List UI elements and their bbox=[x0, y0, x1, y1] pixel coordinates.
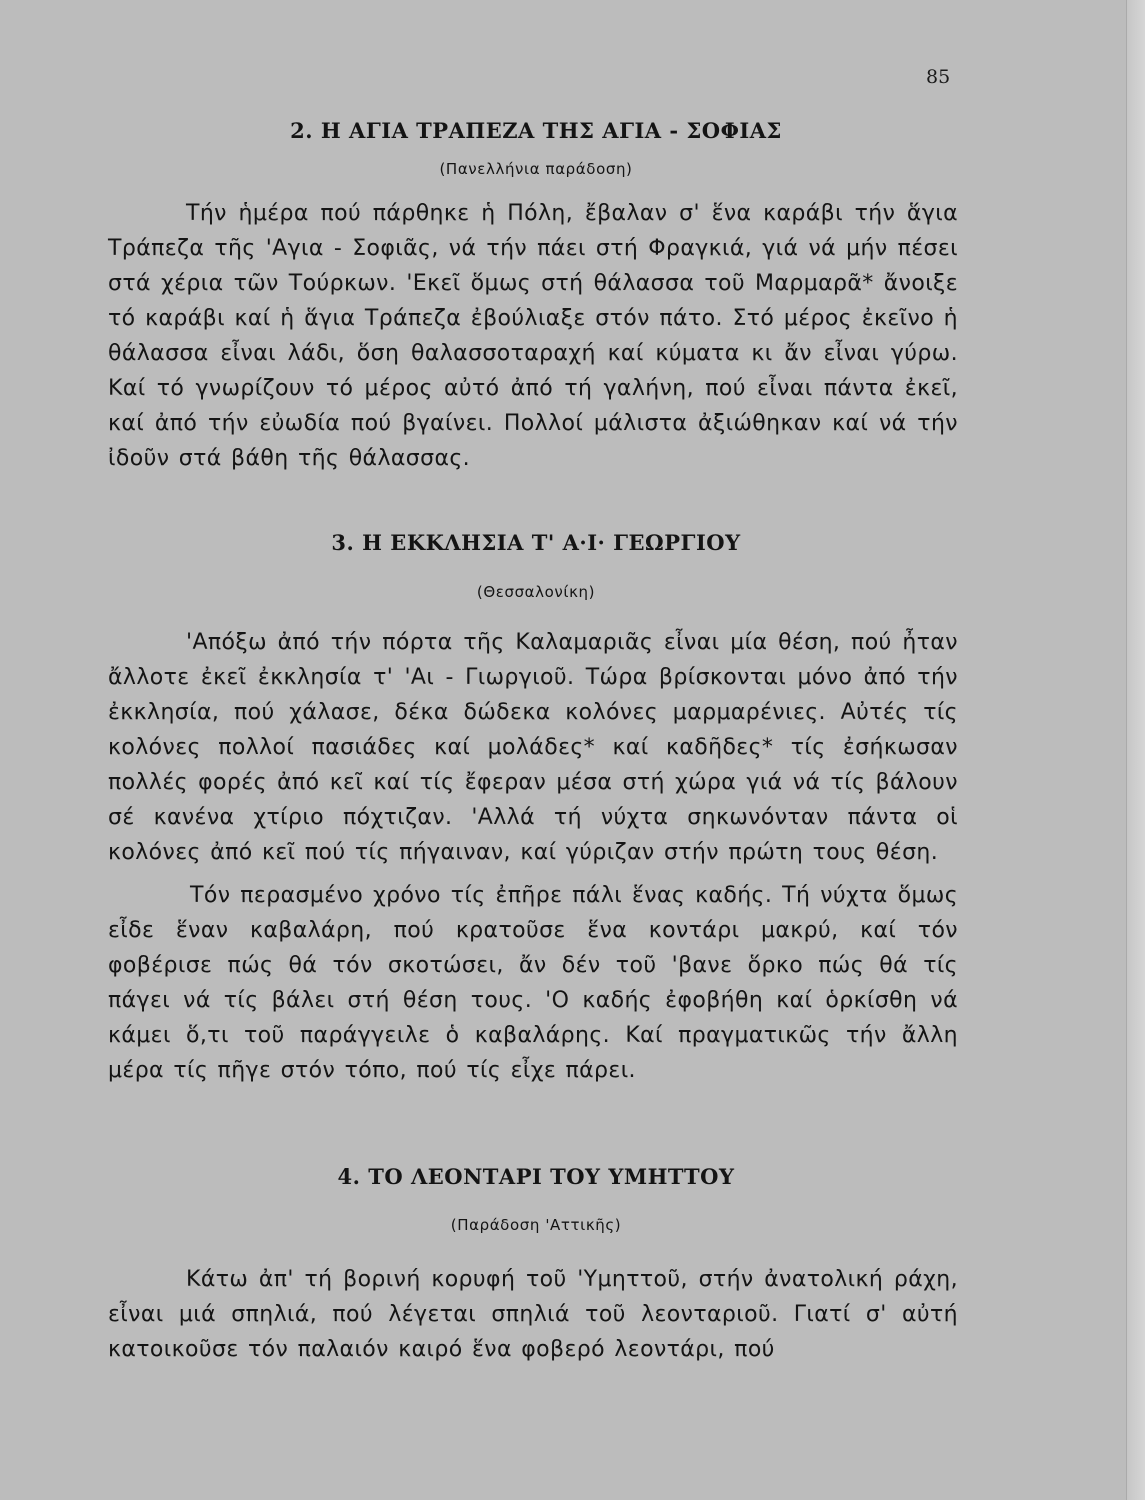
section-agia-trapeza bbox=[100, 118, 972, 476]
section-leontari-ymittou bbox=[100, 1164, 972, 1367]
paragraph: Τήν ἡμέρα πού πάρθηκε ἡ Πόλη, ἔβαλαν σ' ἕνα καράβι τήν ἅγια Τράπεζα τῆς 'Αγια - Σοφιᾶς, νά τήν πάει στή Φραγκιά, γιά νά μήν πέσει στά χέρια τῶν Τούρκων. 'Εκεῖ ὅμως στή θάλασσα τοῦ Μαρμαρᾶ* ἄνοιξε τό καράβι καί ἡ ἅγια Τράπεζα ἐβούλιαξε στόν πάτο. Στό μέρος ἐκεῖνο ἡ θάλασσα εἶναι λάδι, ὅση θαλασσοταραχή καί κύματα κι ἄν εἶναι γύρω. Καί τό γνωρίζουν τό μέρος αὐτό ἀπό τή γαλήνη, πού εἶναι πάντα ἐκεῖ, καί ἀπό τήν εὐωδία πού βγαίνει. Πολλοί μάλιστα ἀξιώθηκαν καί νά τήν ἰδοῦν στά βάθη τῆς θάλασσας. bbox=[108, 201, 958, 471]
paragraph: Τόν περασμένο χρόνο τίς ἐπῆρε πάλι ἕνας καδής. Τή νύχτα ὅμως εἶδε ἕναν καβαλάρη, πού κρατοῦσε ἕνα κοντάρι μακρύ, καί τόν φοβέρισε πώς θά τόν σκοτώσει, ἄν δέν τοῦ 'βανε ὅρκο πώς θά τίς πάγει νά τίς βάλει στή θέση τους. 'Ο καδής ἐφοβήθη καί ὁρκίσθη νά κάμει ὅ,τι τοῦ παράγγειλε ὁ καβαλάρης. Καί πραγματικῶς τήν ἄλλη μέρα τίς πῆγε στόν τόπο, πού τίς εἶχε πάρει. bbox=[108, 883, 958, 1083]
section-source: (Παράδοση 'Αττικῆς) bbox=[450, 1216, 622, 1234]
section-source: (Πανελλήνια παράδοση) bbox=[439, 160, 633, 178]
paragraph: 'Απόξω ἀπό τήν πόρτα τῆς Καλαμαριᾶς εἶναι μία θέση, πού ἦταν ἄλλοτε ἐκεῖ ἐκκλησία τ' 'Αι - Γιωργιοῦ. Τώρα βρίσκονται μόνο ἀπό τήν ἐκκλησία, πού χάλασε, δέκα δώδεκα κολόνες μαρμαρένιες. Αὐτές τίς κολόνες πολλοί πασιάδες καί μολάδες* καί καδῆδες* τίς ἐσήκωσαν πολλές φορές ἀπό κεῖ καί τίς ἔφεραν μέσα στή χώρα γιά νά τίς βάλουν σέ κανένα χτίριο πόχτιζαν. 'Αλλά τή νύχτα σηκωνόνταν πάντα οἱ κολόνες ἀπό κεῖ πού τίς πήγαιναν, καί γύριζαν στήν πρώτη τους θέση. bbox=[108, 630, 958, 865]
page-edge bbox=[1126, 0, 1145, 1500]
page-number: 85 bbox=[926, 66, 951, 88]
section-source: (Θεσσαλονίκη) bbox=[476, 583, 596, 601]
paragraph: Κάτω ἀπ' τή βορινή κορυφή τοῦ 'Υμηττοῦ, στήν ἀνατολική ράχη, εἶναι μιά σπηλιά, πού λέγεται σπηλιά τοῦ λεονταριοῦ. Γιατί σ' αὐτή κατοικοῦσε τόν παλαιόν καιρό ἕνα φοβερό λεοντάρι, πού bbox=[108, 1267, 958, 1362]
section-heading: 3. Η ΕΚΚΛΗΣΙΑ Τ' Α·Ι· ΓΕΩΡΓΙΟΥ bbox=[331, 530, 741, 555]
section-ekklisia-ai-georgiou bbox=[100, 530, 972, 1088]
section-heading: 4. ΤΟ ΛΕΟΝΤΑΡΙ ΤΟΥ ΥΜΗΤΤΟΥ bbox=[337, 1164, 735, 1189]
section-heading: 2. Η ΑΓΙΑ ΤΡΑΠΕΖΑ ΤΗΣ ΑΓΙΑ - ΣΟΦΙΑΣ bbox=[290, 118, 782, 143]
